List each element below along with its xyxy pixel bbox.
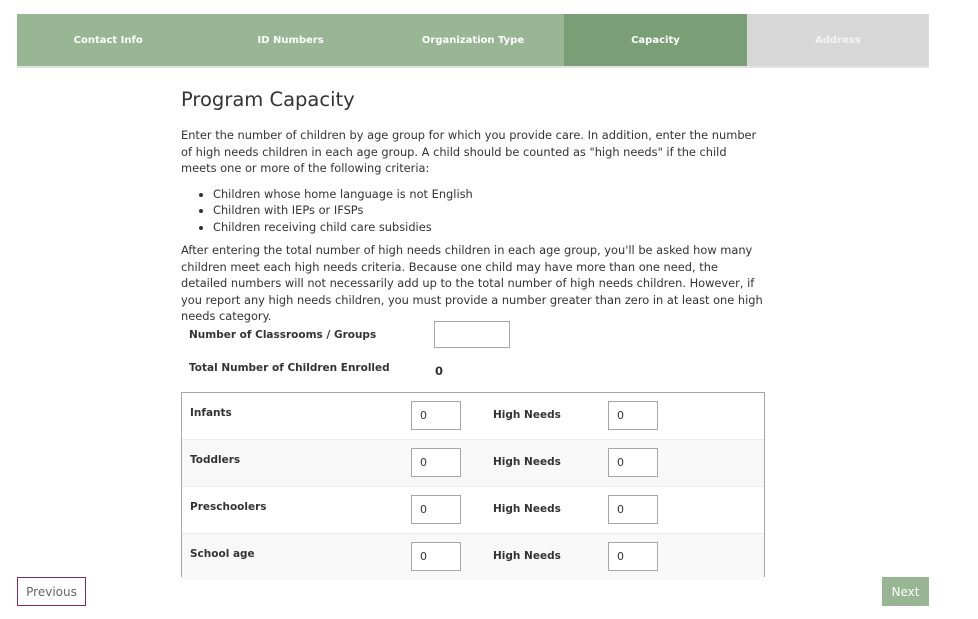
criteria-item: • Children whose home language is not English <box>213 186 765 203</box>
high-needs-label: High Needs <box>493 409 561 421</box>
high-needs-label: High Needs <box>493 456 561 468</box>
infants-high-needs-input[interactable] <box>608 401 658 430</box>
page-title: Program Capacity <box>181 88 355 111</box>
school-age-count-input[interactable] <box>411 542 461 571</box>
age-label: Toddlers <box>190 454 241 466</box>
toddlers-high-needs-input[interactable] <box>608 448 658 477</box>
previous-button[interactable]: Previous <box>17 577 86 606</box>
progress-stepper <box>17 14 929 68</box>
next-button[interactable]: Next <box>882 577 929 606</box>
intro-text: Enter the number of children by age group for which you provide care. In addition, enter the number of high needs children in each age group. A child should be counted as "high needs" if the child meets one or more of the following criteria: <box>181 128 757 175</box>
age-group-table <box>181 392 765 577</box>
step-capacity[interactable]: Capacity <box>564 14 746 66</box>
high-needs-label: High Needs <box>493 503 561 515</box>
step-address: Address <box>747 14 929 66</box>
criteria-list <box>181 186 765 236</box>
age-row-school-age <box>182 534 764 580</box>
preschoolers-count-input[interactable] <box>411 495 461 524</box>
capacity-form <box>181 88 765 562</box>
age-row-infants <box>182 393 764 440</box>
classrooms-label: Number of Classrooms / Groups <box>189 329 377 341</box>
age-label: School age <box>190 548 255 560</box>
step-contact-info[interactable]: Contact Info <box>17 14 199 66</box>
after-text: After entering the total number of high needs children in each age group, you'll be asked how many children meet each high needs criteria. Because one child may have more than one need, the detailed numbers will not necessarily add up to the total number of high needs children. However, if you report any high needs children, you must provide a number greater than zero in at least one high needs category. <box>181 243 763 323</box>
criteria-item: • Children receiving child care subsidies <box>213 219 765 236</box>
high-needs-label: High Needs <box>493 550 561 562</box>
infants-count-input[interactable] <box>411 401 461 430</box>
total-children-value: 0 <box>435 364 444 378</box>
step-organization-type[interactable]: Organization Type <box>382 14 564 66</box>
preschoolers-high-needs-input[interactable] <box>608 495 658 524</box>
step-id-numbers[interactable]: ID Numbers <box>199 14 381 66</box>
toddlers-count-input[interactable] <box>411 448 461 477</box>
age-row-toddlers <box>182 440 764 487</box>
age-label: Preschoolers <box>190 501 267 513</box>
total-children-label: Total Number of Children Enrolled <box>189 362 390 374</box>
age-row-preschoolers <box>182 487 764 534</box>
criteria-item: • Children with IEPs or IFSPs <box>213 202 765 219</box>
age-label: Infants <box>190 407 232 419</box>
school-age-high-needs-input[interactable] <box>608 542 658 571</box>
classrooms-input[interactable] <box>434 321 510 348</box>
